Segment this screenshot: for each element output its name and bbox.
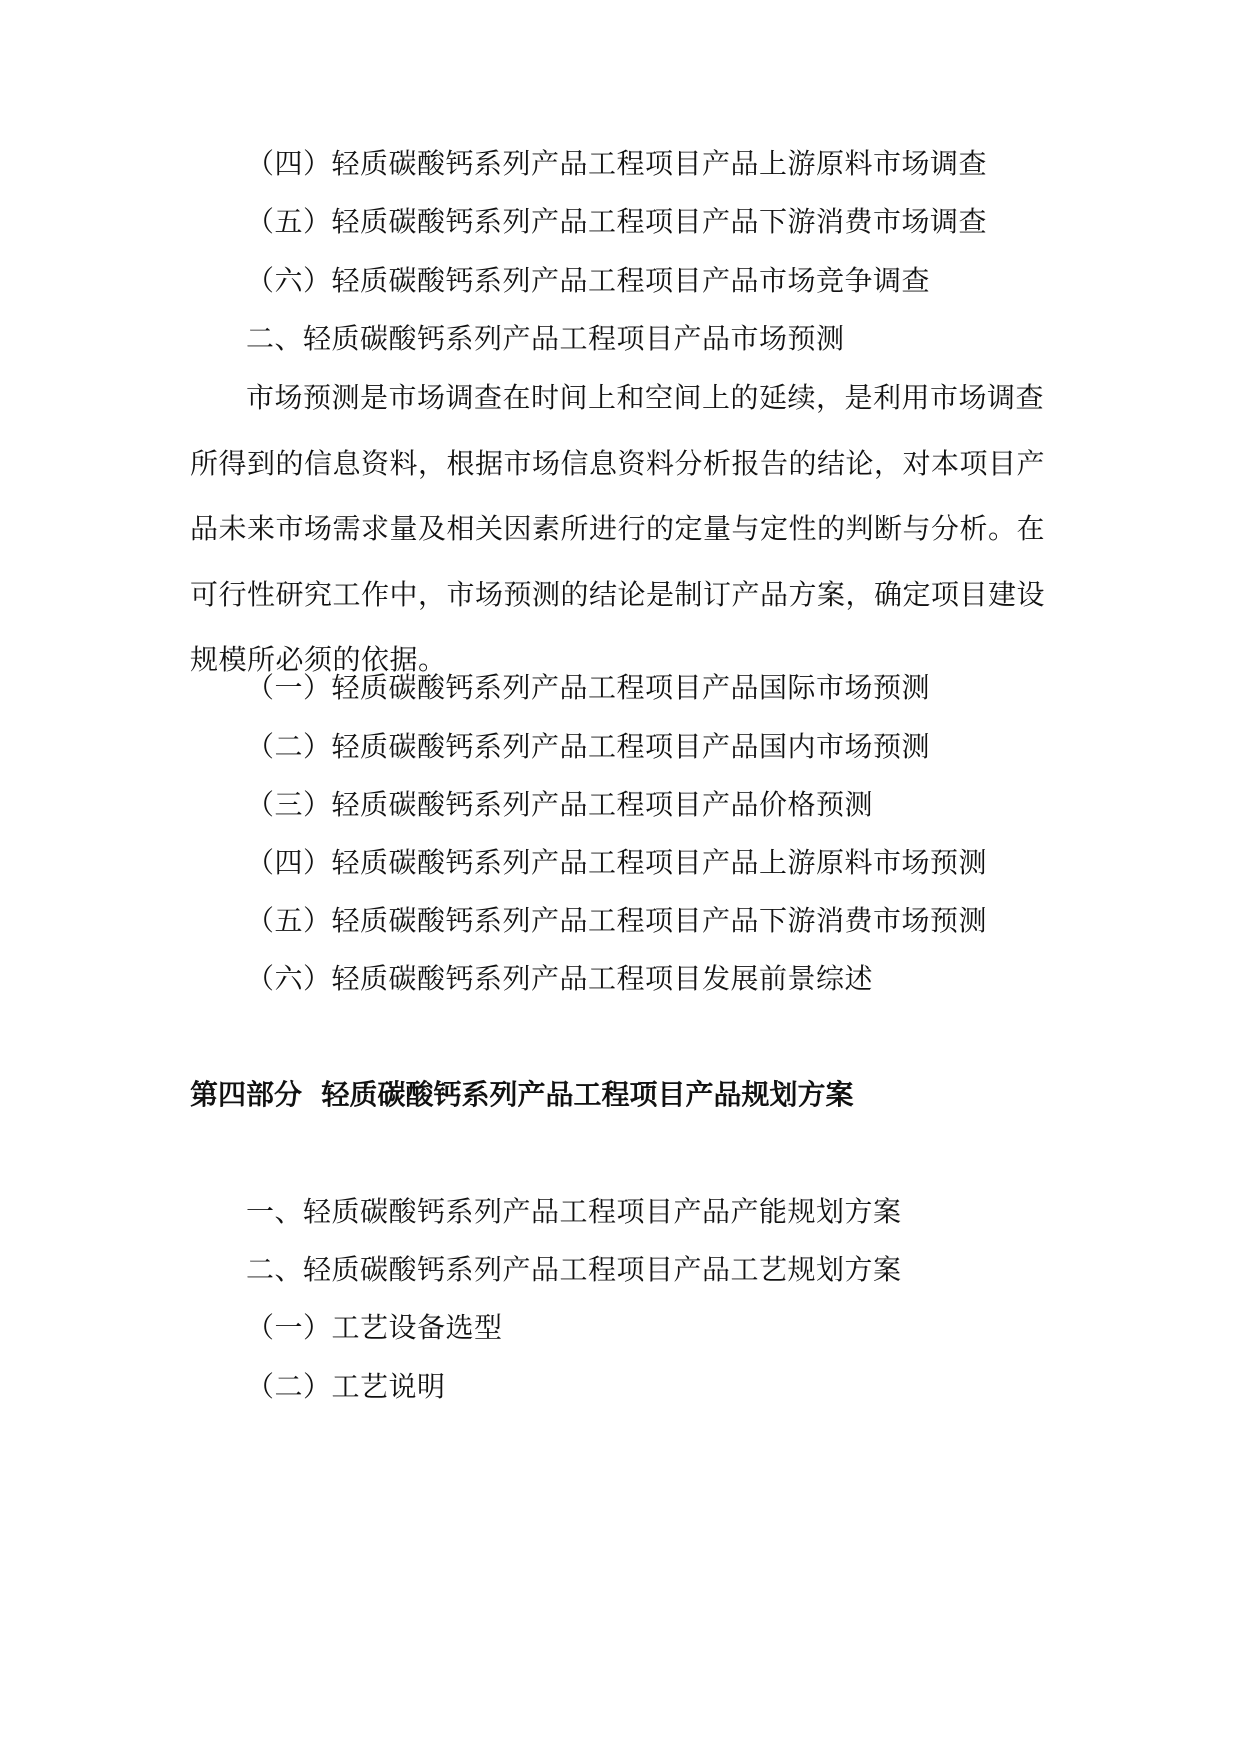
paragraph-line: 市场预测是市场调查在时间上和空间上的延续，是利用市场调查 (246, 381, 1045, 414)
outline-item-5-downstream-survey: （五）轻质碳酸钙系列产品工程项目产品下游消费市场调查 (246, 205, 988, 238)
section-heading-part-four: 第四部分 轻质碳酸钙系列产品工程项目产品规划方案 (190, 1078, 854, 1111)
outline-item-4-upstream-survey: （四）轻质碳酸钙系列产品工程项目产品上游原料市场调查 (246, 147, 988, 180)
paragraph-line: 所得到的信息资料，根据市场信息资料分析报告的结论，对本项目产 (190, 446, 1046, 480)
outline-item-6-prospects-summary: （六）轻质碳酸钙系列产品工程项目发展前景综述 (246, 962, 874, 995)
outline-item-5-downstream-forecast: （五）轻质碳酸钙系列产品工程项目产品下游消费市场预测 (246, 904, 988, 937)
outline-item-3-price-forecast: （三）轻质碳酸钙系列产品工程项目产品价格预测 (246, 788, 874, 821)
market-forecast-paragraph (190, 378, 1056, 706)
outline-section-2-market-forecast: 二、轻质碳酸钙系列产品工程项目产品市场预测 (246, 322, 845, 355)
outline-section-1-capacity-plan: 一、轻质碳酸钙系列产品工程项目产品产能规划方案 (246, 1195, 902, 1228)
outline-item-1-equipment-selection: （一）工艺设备选型 (246, 1311, 503, 1344)
paragraph-line: 可行性研究工作中，市场预测的结论是制订产品方案，确定项目建设 (190, 577, 1046, 611)
outline-item-6-competition-survey: （六）轻质碳酸钙系列产品工程项目产品市场竞争调查 (246, 264, 931, 297)
outline-item-4-upstream-forecast: （四）轻质碳酸钙系列产品工程项目产品上游原料市场预测 (246, 846, 988, 879)
outline-item-2-domestic-forecast: （二）轻质碳酸钙系列产品工程项目产品国内市场预测 (246, 730, 931, 763)
paragraph-line: 品未来市场需求量及相关因素所进行的定量与定性的判断与分析。在 (190, 512, 1046, 545)
outline-item-1-international-forecast: （一）轻质碳酸钙系列产品工程项目产品国际市场预测 (246, 671, 931, 704)
paragraph-line: 规模所必须的依据。 (190, 643, 447, 676)
outline-section-2-process-plan: 二、轻质碳酸钙系列产品工程项目产品工艺规划方案 (246, 1253, 902, 1286)
outline-item-2-process-description: （二）工艺说明 (246, 1370, 446, 1403)
